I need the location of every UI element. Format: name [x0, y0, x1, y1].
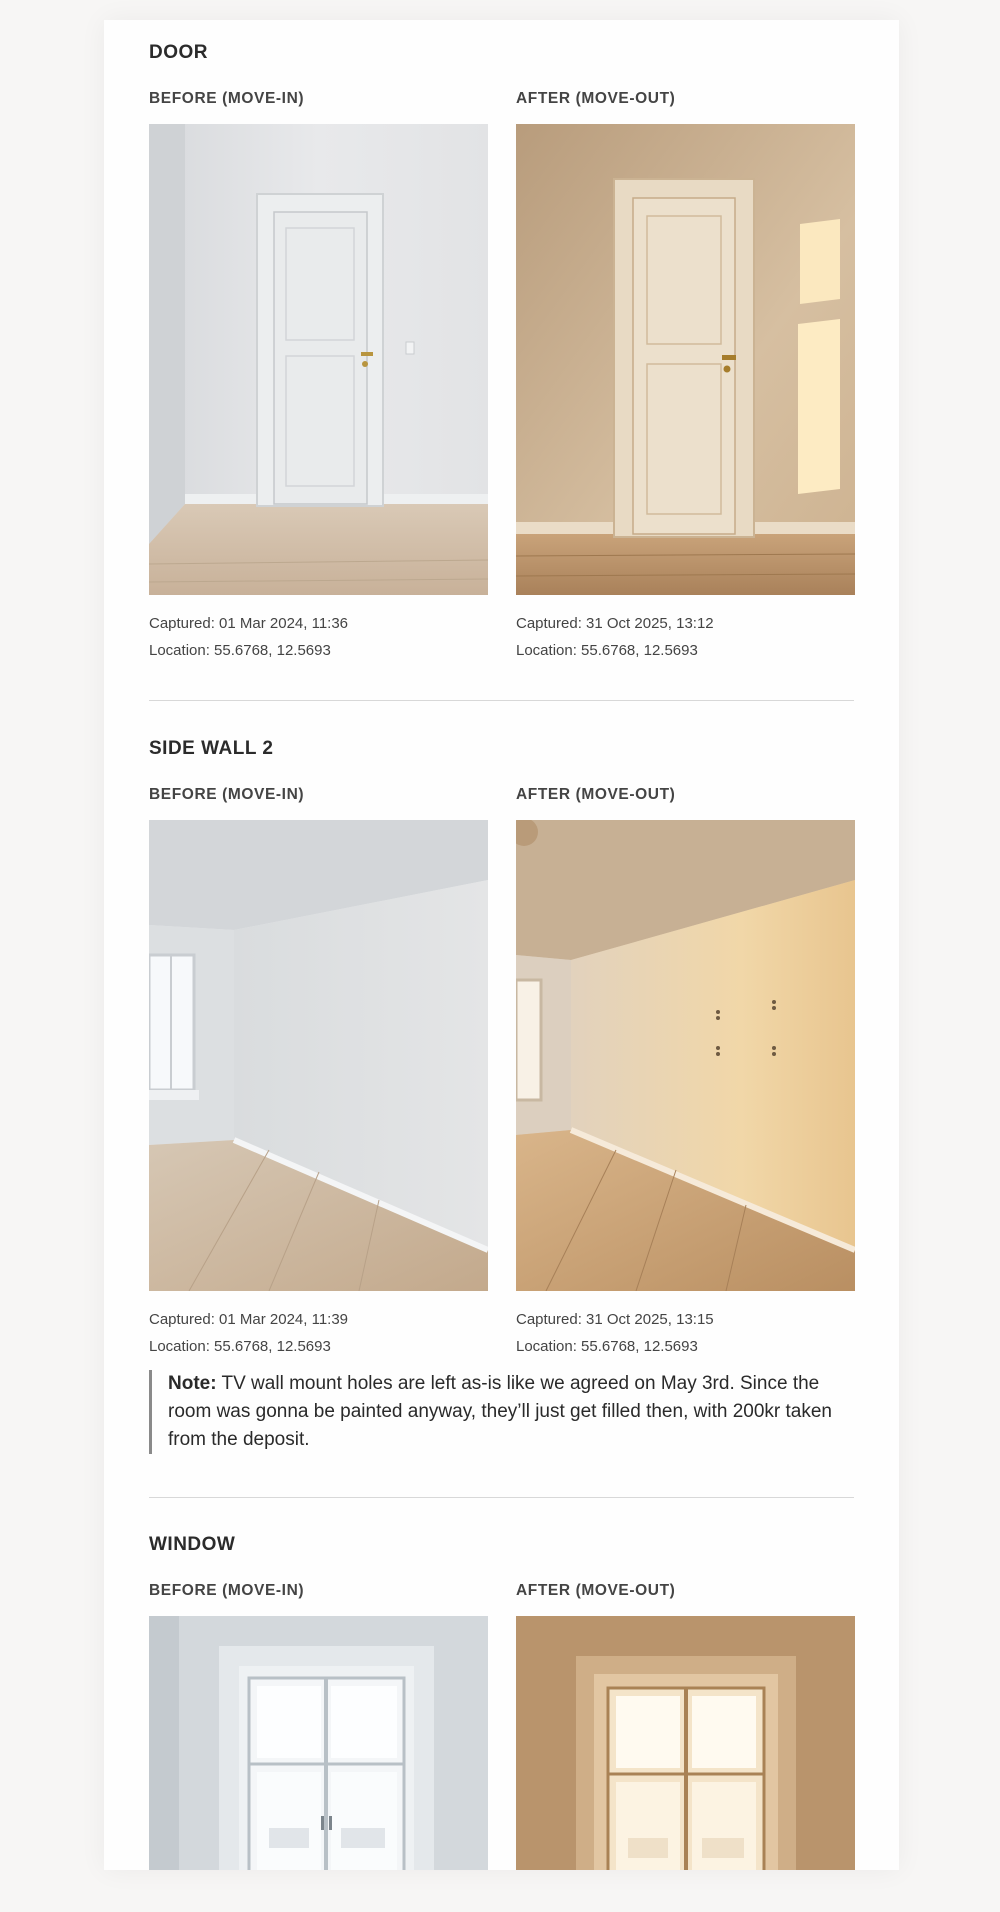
after-column: [516, 786, 855, 1366]
report-sheet: [104, 20, 899, 1870]
location-coordinates: Location: 55.6768, 12.5693: [516, 642, 698, 659]
before-label: BEFORE (MOVE-IN): [149, 1582, 305, 1599]
captured-timestamp: Captured: 01 Mar 2024, 11:39: [149, 1311, 349, 1328]
after-column: [516, 1582, 855, 1870]
door-before-photo[interactable]: [149, 124, 488, 595]
window-before-photo[interactable]: [149, 1616, 488, 1870]
window-after-photo[interactable]: [516, 1616, 855, 1870]
section-side-wall-2: [149, 738, 854, 1355]
before-column: [149, 1582, 488, 1870]
before-column: [149, 786, 488, 1366]
section-title: SIDE WALL 2: [149, 738, 274, 759]
door-photo-icon: [149, 124, 488, 595]
captured-timestamp: Captured: 01 Mar 2024, 11:36: [149, 615, 349, 632]
section-door: [149, 42, 854, 682]
section-title: DOOR: [149, 42, 208, 63]
wall-before-photo[interactable]: [149, 820, 488, 1291]
before-label: BEFORE (MOVE-IN): [149, 786, 305, 803]
before-column: [149, 90, 488, 670]
location-coordinates: Location: 55.6768, 12.5693: [149, 642, 331, 659]
section-title: WINDOW: [149, 1534, 236, 1555]
wall-photo-icon: [149, 820, 488, 1291]
after-label: AFTER (MOVE-OUT): [516, 90, 676, 107]
wall-photo-icon: [516, 820, 855, 1291]
note-text: TV wall mount holes are left as-is like we agreed on May 3rd. Since the room was gonna be painted anyway, they’ll just get filled then, with 200kr taken from the deposit.: [168, 1373, 832, 1450]
location-coordinates: Location: 55.6768, 12.5693: [149, 1338, 331, 1355]
section-divider: [149, 700, 854, 701]
window-photo-icon: [149, 1616, 488, 1870]
door-after-photo[interactable]: [516, 124, 855, 595]
after-label: AFTER (MOVE-OUT): [516, 786, 676, 803]
wall-after-photo[interactable]: [516, 820, 855, 1291]
section-window: [149, 1534, 854, 1870]
location-coordinates: Location: 55.6768, 12.5693: [516, 1338, 698, 1355]
captured-timestamp: Captured: 31 Oct 2025, 13:12: [516, 615, 714, 632]
deposit-note: [149, 1370, 854, 1454]
after-label: AFTER (MOVE-OUT): [516, 1582, 676, 1599]
note-label: Note:: [168, 1373, 217, 1394]
after-column: [516, 90, 855, 670]
window-photo-icon: [516, 1616, 855, 1870]
captured-timestamp: Captured: 31 Oct 2025, 13:15: [516, 1311, 714, 1328]
section-divider: [149, 1497, 854, 1498]
before-label: BEFORE (MOVE-IN): [149, 90, 305, 107]
door-photo-icon: [516, 124, 855, 595]
